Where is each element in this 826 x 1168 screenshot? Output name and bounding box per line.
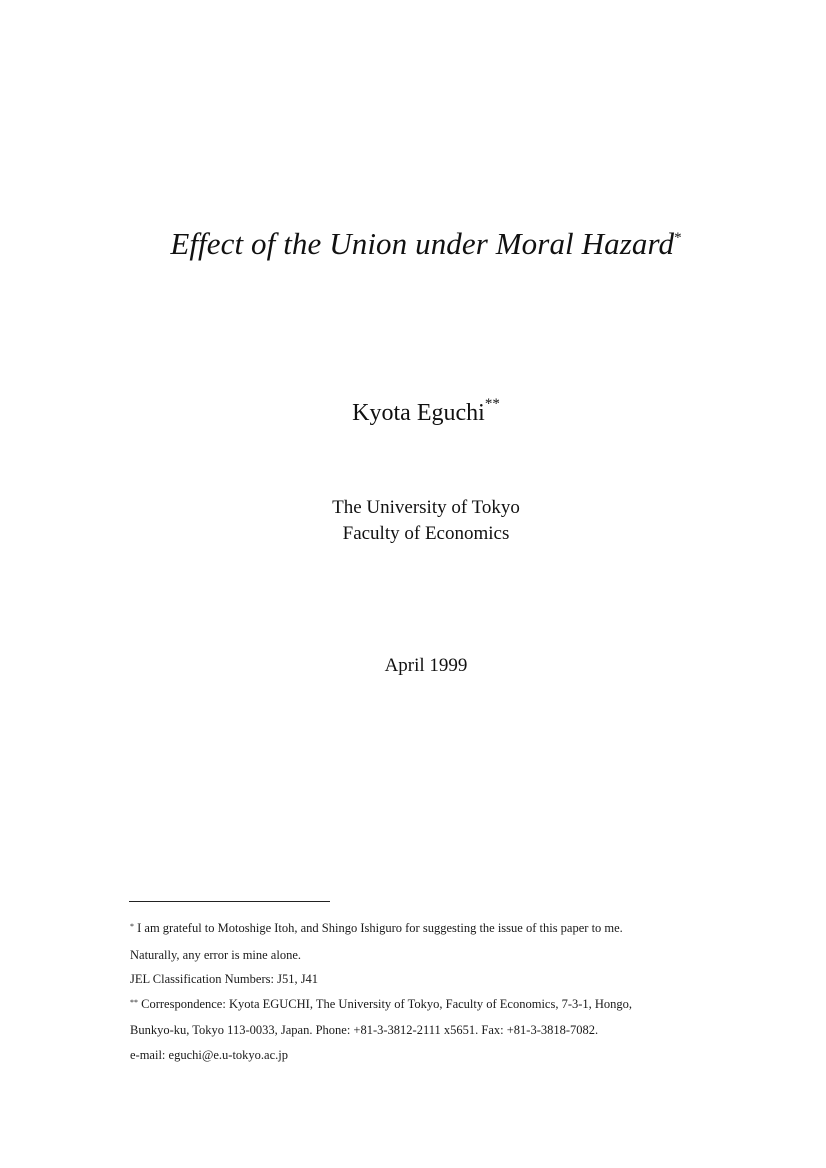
- footnote-marker-1: *: [130, 922, 134, 931]
- footnote-separator: [129, 901, 330, 902]
- footnote-correspondence: [130, 992, 730, 1019]
- footnote-correspondence-text: Correspondence: Kyota EGUCHI, The University of Tokyo, Faculty of Economics, 7-3-1, Hongo,: [138, 996, 633, 1011]
- affiliation-faculty: Faculty of Economics: [342, 523, 510, 544]
- author-name-text: Kyota Eguchi: [352, 400, 485, 426]
- author-footnote-marker: **: [484, 396, 500, 412]
- title-footnote-marker: *: [674, 230, 682, 246]
- paper-title-text: Effect of the Union under Moral Hazard: [170, 226, 675, 261]
- publication-date: April 1999: [384, 655, 468, 676]
- footnote-disclaimer: Naturally, any error is mine alone.: [130, 947, 302, 962]
- footnote-email: e-mail: eguchi@e.u-tokyo.ac.jp: [130, 1047, 288, 1062]
- footnote-acknowledgement: [130, 916, 730, 943]
- author-name: [0, 395, 826, 434]
- footnote-marker-2: **: [130, 997, 138, 1007]
- footnote-jel-classification: JEL Classification Numbers: J51, J41: [130, 972, 319, 986]
- footnotes: [130, 916, 730, 1067]
- footnote-address: Bunkyo-ku, Tokyo 113-0033, Japan. Phone: +81-3-3812-2111 x5651. Fax: +81-3-3818-7082.: [130, 1023, 599, 1037]
- paper-title: [0, 222, 826, 272]
- footnote-acknowledgement-text: I am grateful to Motoshige Itoh, and Shingo Ishiguro for suggesting the issue of this paper to me.: [134, 921, 623, 935]
- affiliation-university: The University of Tokyo: [332, 497, 520, 518]
